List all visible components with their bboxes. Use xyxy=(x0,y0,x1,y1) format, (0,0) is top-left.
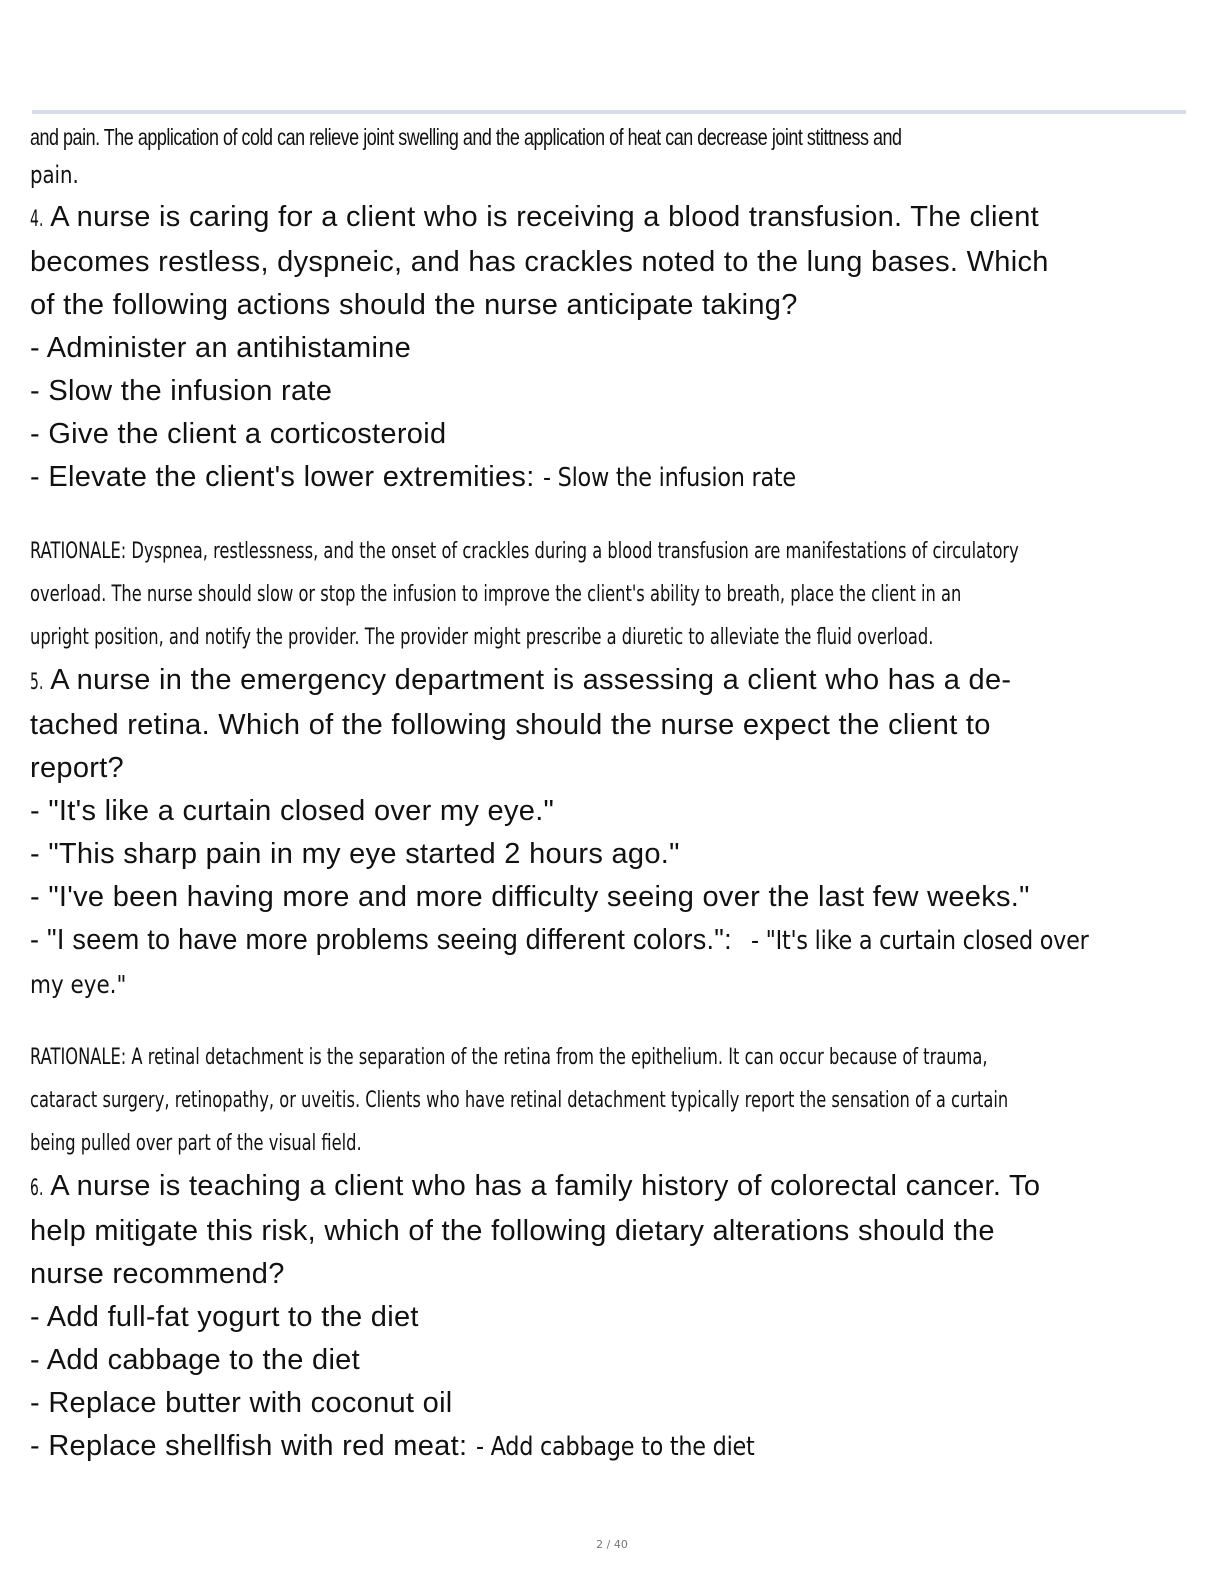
option-item: - Slow the infusion rate xyxy=(30,375,333,407)
rationale-line: cataract surgery, retinopathy, or uveitis. Clients who have retinal detachment typically report the sensation of a curtain xyxy=(30,1088,1009,1113)
question-stem-line: nurse recommend? xyxy=(30,1258,285,1290)
question-stem-line: report? xyxy=(30,752,124,784)
option-item: - Add full-fat yogurt to the diet xyxy=(30,1301,419,1333)
option-item: - Administer an antihistamine xyxy=(30,332,412,364)
question-stem-line xyxy=(30,196,1186,241)
rationale-line: upright position, and notify the provider. The provider might prescribe a diuretic to alleviate the fluid overload. xyxy=(30,625,934,650)
option-item: - Replace butter with coconut oil xyxy=(30,1387,453,1419)
question-stem-text: A nurse is teaching a client who has a family history of colorectal cancer. To xyxy=(50,1170,1041,1202)
continuation-text xyxy=(30,116,1186,158)
option-item: - "It's like a curtain closed over my eye." xyxy=(30,795,555,827)
rationale-block xyxy=(30,530,1186,659)
question-6 xyxy=(30,1165,1186,1469)
question-stem-line: help mitigate this risk, which of the following dietary alterations should the xyxy=(30,1215,995,1247)
question-stem-text: A nurse in the emergency department is assessing a client who has a de- xyxy=(50,664,1012,696)
question-stem-line: becomes restless, dyspneic, and has crackles noted to the lung bases. Which xyxy=(30,246,1049,278)
option-item-with-answer xyxy=(30,456,1186,500)
question-number: 5. xyxy=(30,670,44,695)
option-text: - "I seem to have more problems seeing different colors.": xyxy=(30,924,732,956)
question-stem-line xyxy=(30,659,1186,704)
option-item: - Give the client a corticosteroid xyxy=(30,418,447,450)
option-text: - Replace shellfish with red meat: xyxy=(30,1430,468,1462)
question-stem-line: tached retina. Which of the following should the nurse expect the client to xyxy=(30,709,991,741)
rationale-block xyxy=(30,1036,1186,1165)
option-item: - "I've been having more and more difficulty seeing over the last few weeks." xyxy=(30,881,1030,913)
question-4 xyxy=(30,196,1186,659)
correct-answer-continuation: my eye." xyxy=(30,970,127,999)
option-item: - Add cabbage to the diet xyxy=(30,1344,360,1376)
answer-continuation-wrap xyxy=(30,963,1186,1006)
question-stem-text: A nurse is caring for a client who is receiving a blood transfusion. The client xyxy=(50,201,1039,233)
document-body xyxy=(30,116,1186,1469)
continuation-line-2: pain. xyxy=(30,161,79,189)
page-indicator: 2 / 40 xyxy=(596,1538,628,1551)
option-item-with-answer xyxy=(30,1425,1186,1469)
correct-answer: - Add cabbage to the diet xyxy=(475,1432,755,1462)
option-text: - Elevate the client's lower extremities: xyxy=(30,461,535,493)
correct-answer: - Slow the infusion rate xyxy=(542,463,796,493)
question-stem-line: of the following actions should the nurse anticipate taking? xyxy=(30,289,798,321)
correct-answer: - "It's like a curtain closed over xyxy=(750,926,1089,956)
option-item-with-answer xyxy=(30,919,1186,963)
question-5 xyxy=(30,659,1186,1165)
rationale-line: RATIONALE: Dyspnea, restlessness, and the onset of crackles during a blood transfusion are manifestations of circulatory xyxy=(30,539,1019,564)
rationale-line: being pulled over part of the visual field. xyxy=(30,1131,362,1156)
question-stem-line xyxy=(30,1165,1186,1210)
header-divider xyxy=(32,110,1186,114)
rationale-line: overload. The nurse should slow or stop the infusion to improve the client's ability to breath, place the client in an xyxy=(30,582,962,607)
continuation-line-1: and pain. The application of cold can relieve joint swelling and the application of heat can decrease joint stittness and xyxy=(30,124,902,150)
option-item: - "This sharp pain in my eye started 2 hours ago." xyxy=(30,838,680,870)
continuation-line-2-wrap xyxy=(30,154,1186,196)
question-number: 4. xyxy=(30,207,44,232)
rationale-line: RATIONALE: A retinal detachment is the separation of the retina from the epithelium. It can occur because of trauma, xyxy=(30,1045,988,1070)
question-number: 6. xyxy=(30,1176,44,1201)
